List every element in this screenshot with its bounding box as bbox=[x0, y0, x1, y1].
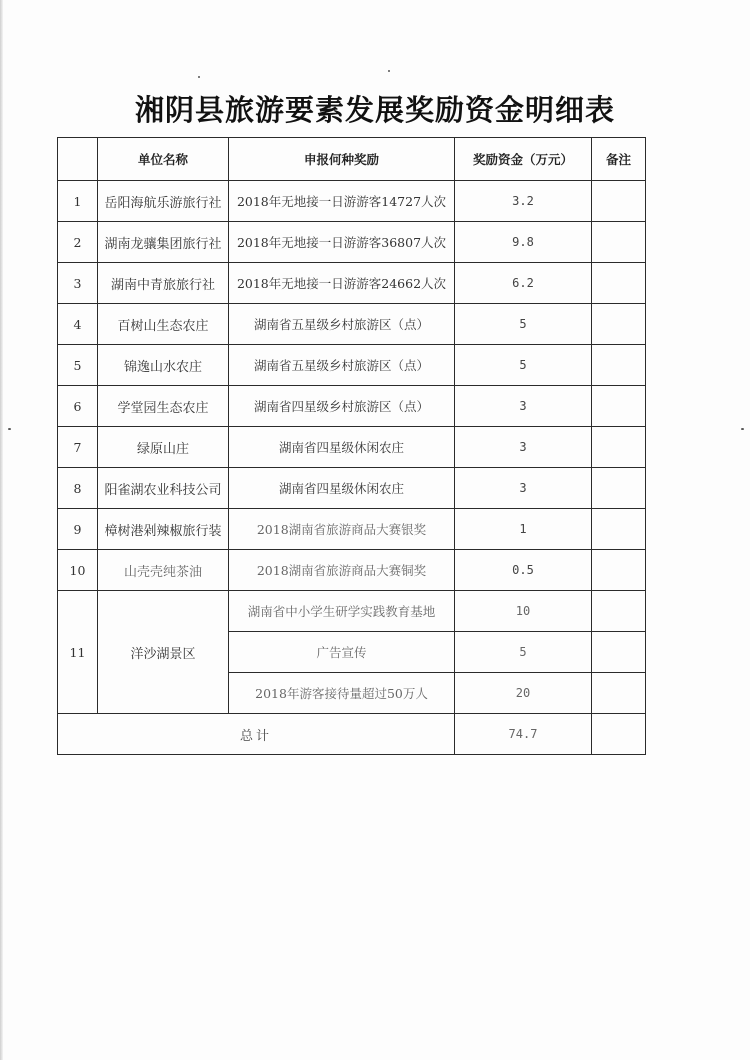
row-remark bbox=[592, 509, 646, 550]
row-amount: 3.2 bbox=[455, 181, 592, 222]
total-amount: 74.7 bbox=[455, 714, 592, 755]
row-award: 2018年无地接一日游游客14727人次 bbox=[229, 181, 455, 222]
row-index: 2 bbox=[58, 222, 98, 263]
row-remark bbox=[592, 345, 646, 386]
row-remark bbox=[592, 468, 646, 509]
row-award: 湖南省五星级乡村旅游区（点） bbox=[229, 304, 455, 345]
table-row bbox=[58, 468, 646, 509]
row-amount: 3 bbox=[455, 427, 592, 468]
row-amount: 20 bbox=[455, 673, 592, 714]
row-award: 2018湖南省旅游商品大赛银奖 bbox=[229, 509, 455, 550]
table-header-row bbox=[58, 138, 646, 181]
table-row bbox=[58, 509, 646, 550]
row-unit-name: 湖南中青旅旅行社 bbox=[98, 263, 229, 304]
row-award: 湖南省四星级休闲农庄 bbox=[229, 427, 455, 468]
row-index: 11 bbox=[58, 591, 98, 714]
row-unit-name: 湖南龙骧集团旅行社 bbox=[98, 222, 229, 263]
table-row bbox=[58, 427, 646, 468]
row-remark bbox=[592, 550, 646, 591]
table-row bbox=[58, 345, 646, 386]
header-unit: 单位名称 bbox=[98, 138, 229, 181]
total-row bbox=[58, 714, 646, 755]
row-award: 2018年游客接待量超过50万人 bbox=[229, 673, 455, 714]
row-amount: 10 bbox=[455, 591, 592, 632]
scan-edge bbox=[0, 0, 3, 1060]
table-row bbox=[58, 591, 646, 632]
row-unit-name: 阳雀湖农业科技公司 bbox=[98, 468, 229, 509]
row-remark bbox=[592, 222, 646, 263]
row-index: 1 bbox=[58, 181, 98, 222]
row-index: 6 bbox=[58, 386, 98, 427]
row-unit-name: 百树山生态农庄 bbox=[98, 304, 229, 345]
row-award: 2018湖南省旅游商品大赛铜奖 bbox=[229, 550, 455, 591]
row-award: 湖南省四星级乡村旅游区（点） bbox=[229, 386, 455, 427]
row-remark bbox=[592, 263, 646, 304]
row-remark bbox=[592, 304, 646, 345]
table-row bbox=[58, 263, 646, 304]
row-unit-name: 洋沙湖景区 bbox=[98, 591, 229, 714]
row-amount: 1 bbox=[455, 509, 592, 550]
header-remark: 备注 bbox=[592, 138, 646, 181]
table-row bbox=[58, 304, 646, 345]
scan-speck bbox=[388, 70, 390, 72]
header-amount: 奖励资金（万元） bbox=[455, 138, 592, 181]
reward-detail-table bbox=[57, 137, 646, 755]
scan-speck bbox=[741, 428, 744, 430]
row-award: 湖南省五星级乡村旅游区（点） bbox=[229, 345, 455, 386]
row-remark bbox=[592, 427, 646, 468]
row-index: 5 bbox=[58, 345, 98, 386]
row-unit-name: 绿原山庄 bbox=[98, 427, 229, 468]
row-index: 4 bbox=[58, 304, 98, 345]
row-amount: 6.2 bbox=[455, 263, 592, 304]
table-row bbox=[58, 181, 646, 222]
scan-speck bbox=[8, 428, 11, 430]
row-amount: 0.5 bbox=[455, 550, 592, 591]
row-amount: 9.8 bbox=[455, 222, 592, 263]
row-award: 2018年无地接一日游游客24662人次 bbox=[229, 263, 455, 304]
table-row bbox=[58, 386, 646, 427]
header-index bbox=[58, 138, 98, 181]
row-index: 8 bbox=[58, 468, 98, 509]
row-amount: 5 bbox=[455, 632, 592, 673]
row-remark bbox=[592, 386, 646, 427]
row-remark bbox=[592, 591, 646, 632]
scan-speck bbox=[198, 76, 200, 78]
header-award: 申报何种奖励 bbox=[229, 138, 455, 181]
row-unit-name: 学堂园生态农庄 bbox=[98, 386, 229, 427]
row-unit-name: 山壳壳纯茶油 bbox=[98, 550, 229, 591]
row-amount: 5 bbox=[455, 304, 592, 345]
row-amount: 3 bbox=[455, 386, 592, 427]
total-remark bbox=[592, 714, 646, 755]
row-unit-name: 樟树港剁辣椒旅行装 bbox=[98, 509, 229, 550]
row-remark bbox=[592, 673, 646, 714]
row-index: 9 bbox=[58, 509, 98, 550]
row-unit-name: 岳阳海航乐游旅行社 bbox=[98, 181, 229, 222]
document-title: 湘阴县旅游要素发展奖励资金明细表 bbox=[134, 93, 615, 127]
row-award: 广告宣传 bbox=[229, 632, 455, 673]
row-amount: 3 bbox=[455, 468, 592, 509]
row-award: 2018年无地接一日游游客36807人次 bbox=[229, 222, 455, 263]
row-remark bbox=[592, 632, 646, 673]
row-amount: 5 bbox=[455, 345, 592, 386]
table-row bbox=[58, 550, 646, 591]
row-index: 7 bbox=[58, 427, 98, 468]
row-award: 湖南省四星级休闲农庄 bbox=[229, 468, 455, 509]
total-label: 总计 bbox=[58, 714, 455, 755]
row-remark bbox=[592, 181, 646, 222]
row-index: 3 bbox=[58, 263, 98, 304]
row-index: 10 bbox=[58, 550, 98, 591]
table-row bbox=[58, 222, 646, 263]
row-award: 湖南省中小学生研学实践教育基地 bbox=[229, 591, 455, 632]
row-unit-name: 锦逸山水农庄 bbox=[98, 345, 229, 386]
